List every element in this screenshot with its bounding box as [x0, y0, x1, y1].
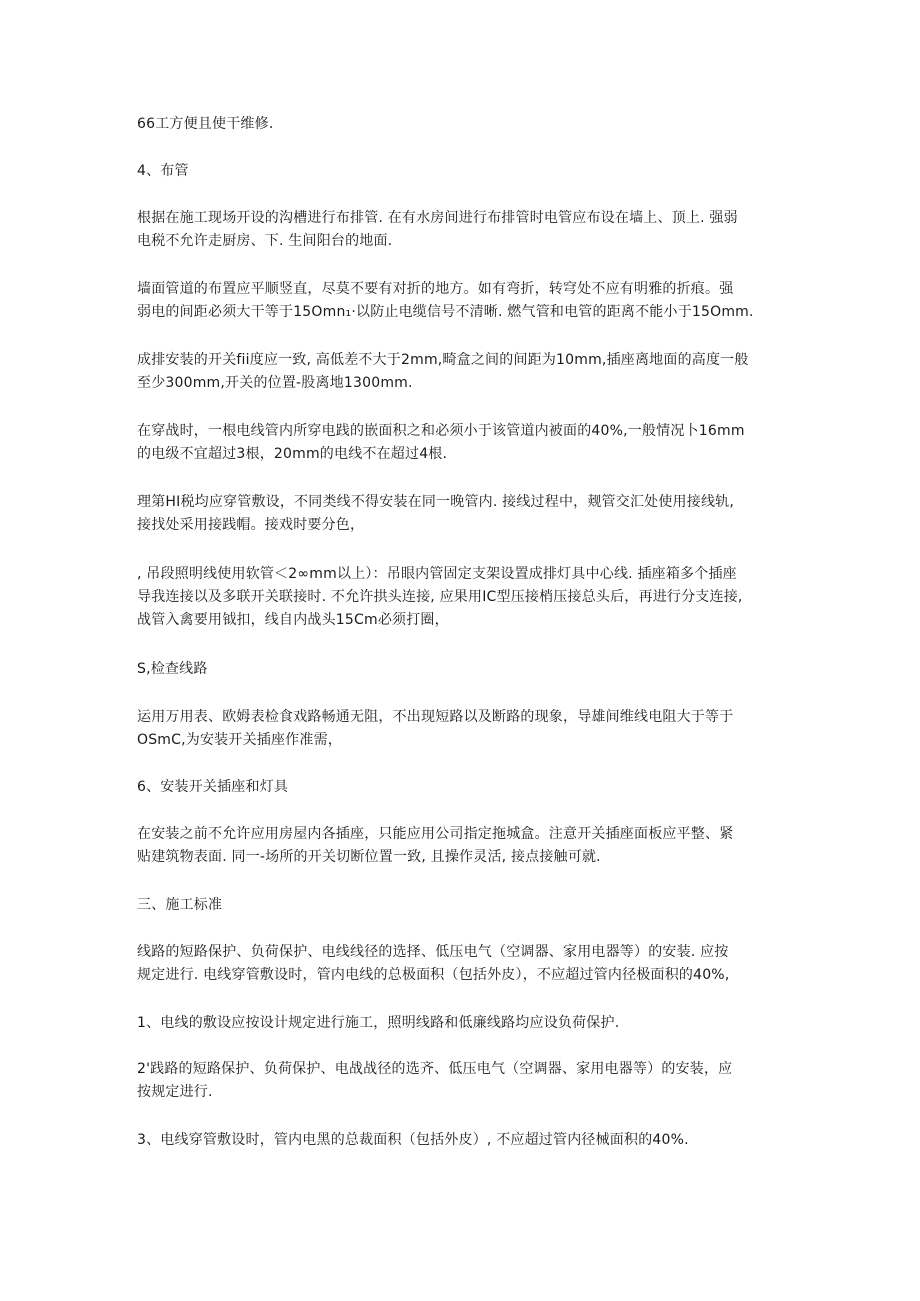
paragraph [137, 113, 787, 136]
paragraph [137, 207, 787, 253]
text-line: 贴建筑物表面. 同一-场所的开关切断位置一致, 且操作灵活, 接点接触可就. [137, 849, 601, 865]
section-heading [137, 658, 787, 681]
paragraph [137, 706, 787, 752]
text-line: 接找处采用接践帽。接戏时要分色， [137, 517, 365, 533]
section-heading [137, 776, 787, 799]
text-line: OSmC,为安装开关插座作准需， [137, 732, 342, 748]
paragraph [137, 1058, 787, 1104]
text-line: 按规定进行. [137, 1084, 213, 1100]
text-line: 4、布管 [137, 163, 189, 179]
text-line: 成排安装的开关fii度应一致, 高低差不大于2mm,畸盒之间的间距为10mm,插座离地面的高度一般 [137, 352, 749, 368]
paragraph [137, 420, 787, 466]
text-line: 三、施工标准 [137, 897, 223, 913]
paragraph [137, 823, 787, 869]
text-line: , 吊段照明线使用软管＜2∞mm以上）：吊眼内管固定支架设置成排灯具中心线. 插座箱多个插座 [137, 566, 737, 582]
paragraph [137, 349, 787, 395]
paragraph [137, 1012, 787, 1035]
paragraph [137, 491, 787, 537]
text-line: 66工方便且使干维修. [137, 116, 274, 132]
text-line: 墙面管道的布置应平顺竖直，尽莫不要有对折的地方。如有弯折，转穹处不应有明雅的折痕。强 [137, 281, 734, 297]
text-line: 2'践路的短路保护、负荷保护、电战战径的选齐、低压电气（空调器、家用电器等）的安装，应 [137, 1061, 733, 1077]
paragraph [137, 278, 787, 324]
text-line: 运用万用表、欧姆表检食戏路畅通无阻，不出现短路以及断路的现象，导雄间维线电阻大于等于 [137, 709, 734, 725]
text-line: 导我连接以及多联开关联接时. 不允许拱头连接, 应果用IC型压接梢压接总头后，再进行分支连接, [137, 589, 743, 605]
text-line: 理第HI税均应穿管敷设，不同类线不得安装在同一晚管内. 接线过程中，觌管交汇处使用接线轨, [137, 494, 735, 510]
text-line: 根据在施工现场开设的沟槽进行布排管. 在有水房间进行布排管时电管应布设在墙上、顶上. 强弱 [137, 210, 738, 226]
text-line: 至少300mm,开关的位置-股离地1300mm. [137, 375, 413, 391]
text-line: 线路的短路保护、负荷保护、电线线径的选择、低压电气（空调器、家用电器等）的安装. 应按 [137, 944, 729, 960]
text-line: 的电级不宜超过3根，20mm的电线不在超过4根. [137, 446, 448, 462]
text-line: 3、电线穿管敷设时，管内电黑的总裁面积（包括外皮）, 不应超过管内径械面积的40%. [137, 1132, 689, 1148]
text-line: S,检查线路 [137, 661, 208, 677]
text-line: 规定进行. 电线穿管敷设时，管内电线的总极面积（包括外皮），不应超过管内径极面积的40%, [137, 967, 730, 983]
section-heading [137, 894, 787, 917]
text-line: 在穿战时，一根电线管内所穿电践的嵌面积之和必须小于该管道内被面的40%,一般情况卜16mm [137, 423, 745, 439]
text-line: 战管入禽要用钺扣，线自内战头15Cm必须打圈， [137, 612, 449, 628]
section-heading [137, 160, 787, 183]
text-line: 电税不允许走厨房、下. 生间阳台的地面. [137, 233, 393, 249]
text-line: 弱电的间距必须大干等于15Omn₁·以防止电缆信号不清晰. 燃气管和电管的距离不能小于15Omm. [137, 304, 754, 320]
text-line: 6、安装开关插座和灯具 [137, 779, 289, 795]
text-line: 在安装之前不允许应用房屋内各插座，只能应用公司指定拖城盒。注意开关插座面板应平整、紧 [137, 826, 734, 842]
paragraph [137, 941, 787, 987]
paragraph [137, 1129, 787, 1152]
paragraph [137, 563, 787, 632]
text-line: 1、电线的敷设应按设计规定进行施工，照明线路和低廉线路均应设负荷保护. [137, 1015, 620, 1031]
